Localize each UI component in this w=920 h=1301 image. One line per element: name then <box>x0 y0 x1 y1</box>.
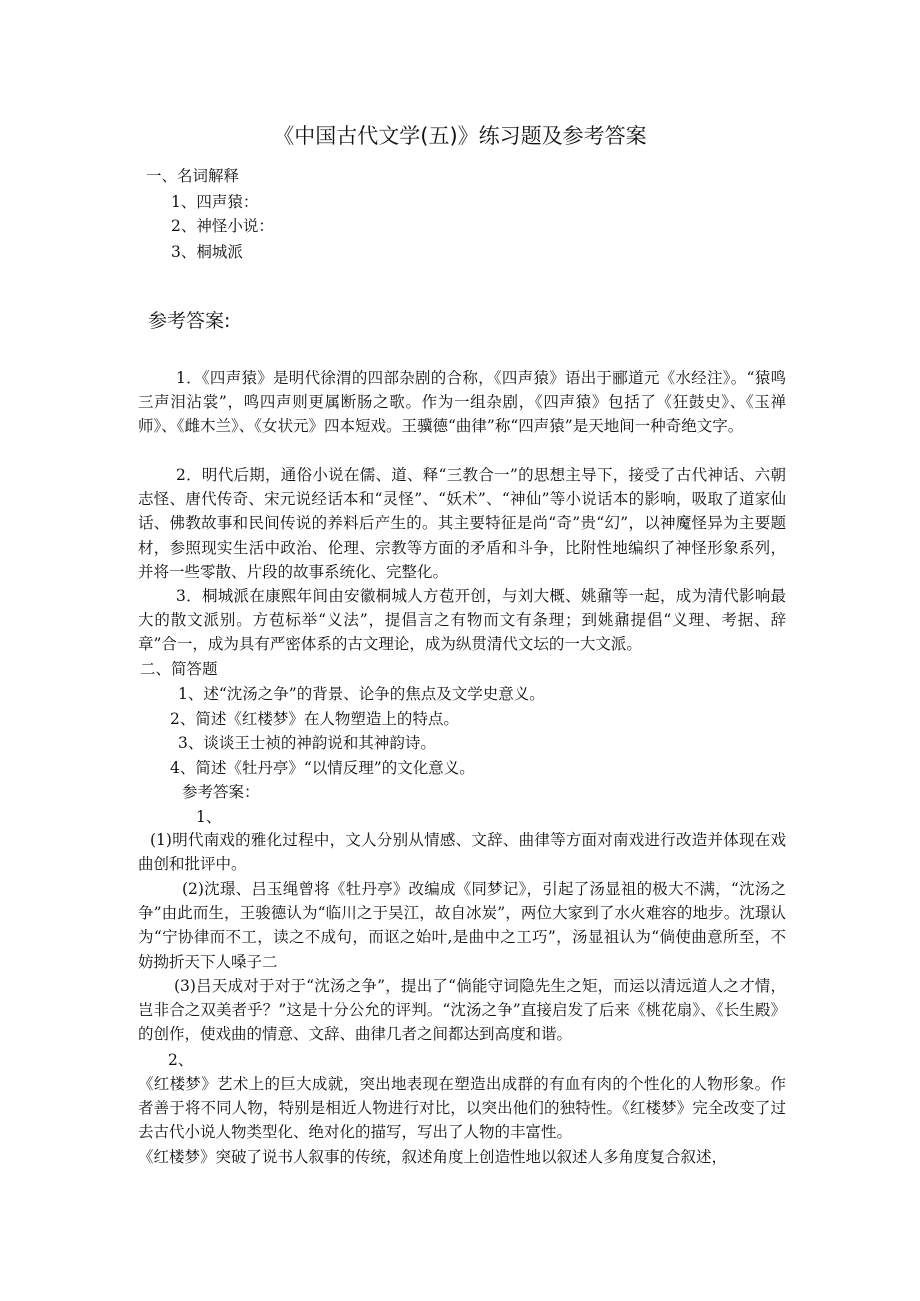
answer-paragraph: 《红楼梦》艺术上的巨大成就，突出地表现在塑造出成群的有血有肉的个性化的人物形象。作者善于将不同人物，特别是相近人物进行对比，以突出他们的独特性。《红楼梦》完全改变了过去古代小说人物类型化、绝对化的描写，写出了人物的丰富性。 <box>138 1075 786 1142</box>
section1-item: 3、桐城派 <box>171 243 243 261</box>
answer-paragraph: 3．桐城派在康熙年间由安徽桐城人方苞开创，与刘大概、姚鼐等一起，成为清代影响最大的散文派别。方苞标举“义法”，提倡言之有物而文有条理；到姚鼐提倡“义理、考据、辞章”合一，成为具有严密体系的古文理论，成为纵贯清代文坛的一大文派。 <box>138 587 786 654</box>
answer-number: 1、 <box>196 808 222 826</box>
section1-item: 2、神怪小说： <box>171 217 274 235</box>
section2-item: 3、谈谈王士祯的神韵说和其神韵诗。 <box>178 734 436 752</box>
answer-paragraph: (2)沈璟、吕玉绳曾将《牡丹亭》改编成《同梦记》，引起了汤显祖的极大不满，“沈汤之争”由此而生，王骏德认为“临川之于吴江，故自冰炭”，两位大家到了水火难容的地步。沈璟认为“宁协律而不工，读之不成句，而讴之始叶,是曲中之工巧”，汤显祖认为“倘使曲意所至，不妨拗折天下人嗓子二 <box>138 880 786 971</box>
answer-paragraph: 《红楼梦》突破了说书人叙事的传统，叙述角度上创造性地以叙述人多角度复合叙述， <box>138 1148 728 1166</box>
section2-item: 2、简述《红楼梦》在人物塑造上的特点。 <box>170 710 459 728</box>
section2-item: 4、简述《牡丹亭》“以情反理”的文化意义。 <box>170 759 475 777</box>
section1-item: 1、四声猿： <box>171 193 259 211</box>
answer-paragraph: 1．《四声猿》是明代徐渭的四部杂剧的合称，《四声猿》语出于郦道元《水经注》。“猿鸣三声泪沾裳”，鸣四声则更属断肠之歌。作为一组杂剧，《四声猿》包括了《狂鼓史》、《玉禅师》、《雌木兰》、《女状元》四本短戏。王骥德“曲律”称“四声猿”是天地间一种奇绝文字。 <box>138 369 786 436</box>
answer-label: 参考答案： <box>182 783 260 801</box>
answer-heading: 参考答案: <box>148 310 231 332</box>
answer-number: 2、 <box>168 1051 194 1069</box>
section2-item: 1、述“沈汤之争”的背景、论争的焦点及文学史意义。 <box>178 685 545 703</box>
section1-heading: 一、名词解释 <box>146 167 240 185</box>
answer-paragraph: (3)吕天成对于对于“沈汤之争”，提出了“倘能守词隐先生之矩，而运以清远道人之才情，岂非合之双美者乎？”这是十分公允的评判。“沈汤之争”直接启发了后来《桃花扇》、《长生殿》的创作，使戏曲的情意、文辞、曲律几者之间都达到高度和谐。 <box>138 977 786 1044</box>
document-title: 《中国古代文学(五)》练习题及参考答案 <box>273 124 647 148</box>
section2-heading: 二、简答题 <box>140 660 218 678</box>
answer-paragraph: 2．明代后期，通俗小说在儒、道、释“三教合一”的思想主导下，接受了古代神话、六朝志怪、唐代传奇、宋元说经话本和“灵怪”、“妖术”、“神仙”等小说话本的影响，吸取了道家仙话、佛教故事和民间传说的养料后产生的。其主要特征是尚“奇”贵“幻”，以神魔怪异为主要题材，参照现实生活中政治、伦理、宗教等方面的矛盾和斗争，比附性地编织了神怪形象系列，并将一些零散、片段的故事系统化、完整化。 <box>138 466 786 581</box>
answer-paragraph: (1)明代南戏的雅化过程中，文人分别从情感、文辞、曲律等方面对南戏进行改造并体现在戏曲创和批评中。 <box>138 831 786 874</box>
